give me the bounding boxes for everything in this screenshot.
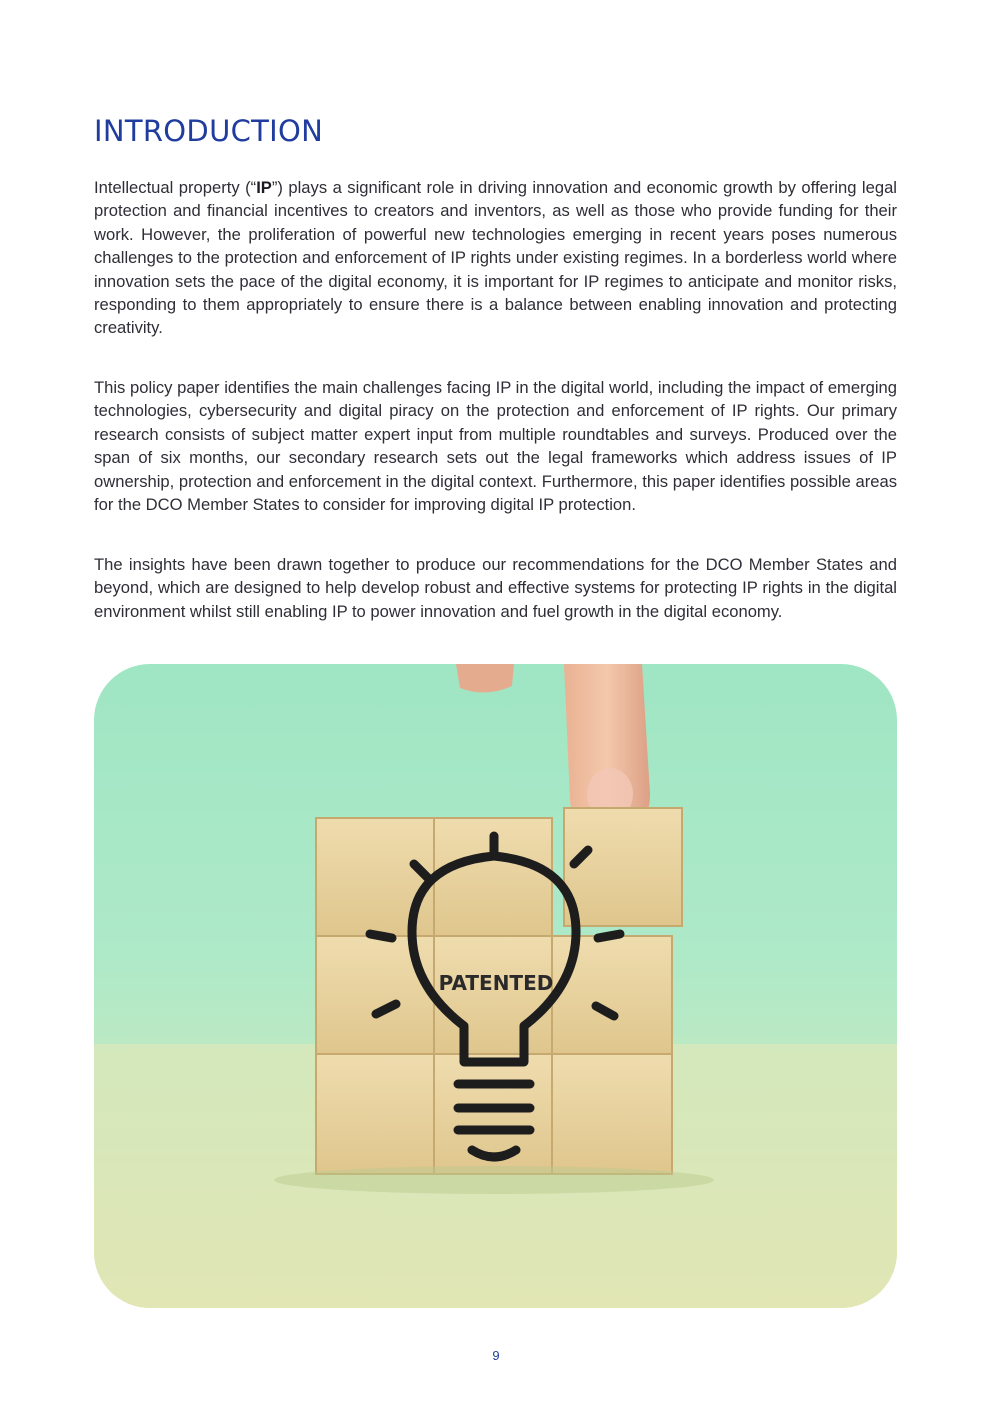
page-title: INTRODUCTION [94, 114, 324, 148]
patented-label: PATENTED [438, 971, 554, 995]
intro-paragraph-3: The insights have been drawn together to produce our recommendations for the DCO Member States and beyond, which are designed to help develop robust and effective systems for protecting IP rights in the digital environment whilst still enabling IP to power innovation and fuel growth in the digital economy. [94, 555, 897, 621]
p1-text-rest: ”) plays a significant role in driving innovation and economic growth by offering legal protection and financial incentives to creators and inventors, as well as those who provide funding for their work. However, the proliferation of powerful new technologies emerging in recent years poses numerous challenges to the protection and enforcement of IP rights under existing regimes. In a borderless world where innovation sets the pace of the digital economy, it is important for IP regimes to anticipate and monitor risks, responding to them appropriately to ensure there is a balance between enabling innovation and protecting creativity. [94, 178, 897, 338]
p1-text-start: Intellectual property (“ [94, 178, 257, 197]
intro-paragraph-1 [94, 176, 897, 340]
ip-abbreviation: IP [256, 178, 272, 197]
intro-paragraph-2: This policy paper identifies the main challenges facing IP in the digital world, including the impact of emerging technologies, cybersecurity and digital piracy on the protection and enforcement of IP rights. Our primary research consists of subject matter expert input from multiple roundtables and surveys. Produced over the span of six months, our secondary research sets out the legal frameworks which address issues of IP ownership, protection and enforcement in the digital context. Furthermore, this paper identifies possible areas for the DCO Member States to consider for improving digital IP protection. [94, 378, 897, 515]
lightbulb-blocks-illustration [94, 664, 897, 1308]
page-number: 9 [492, 1348, 500, 1363]
patented-lightbulb-photo [94, 664, 897, 1308]
